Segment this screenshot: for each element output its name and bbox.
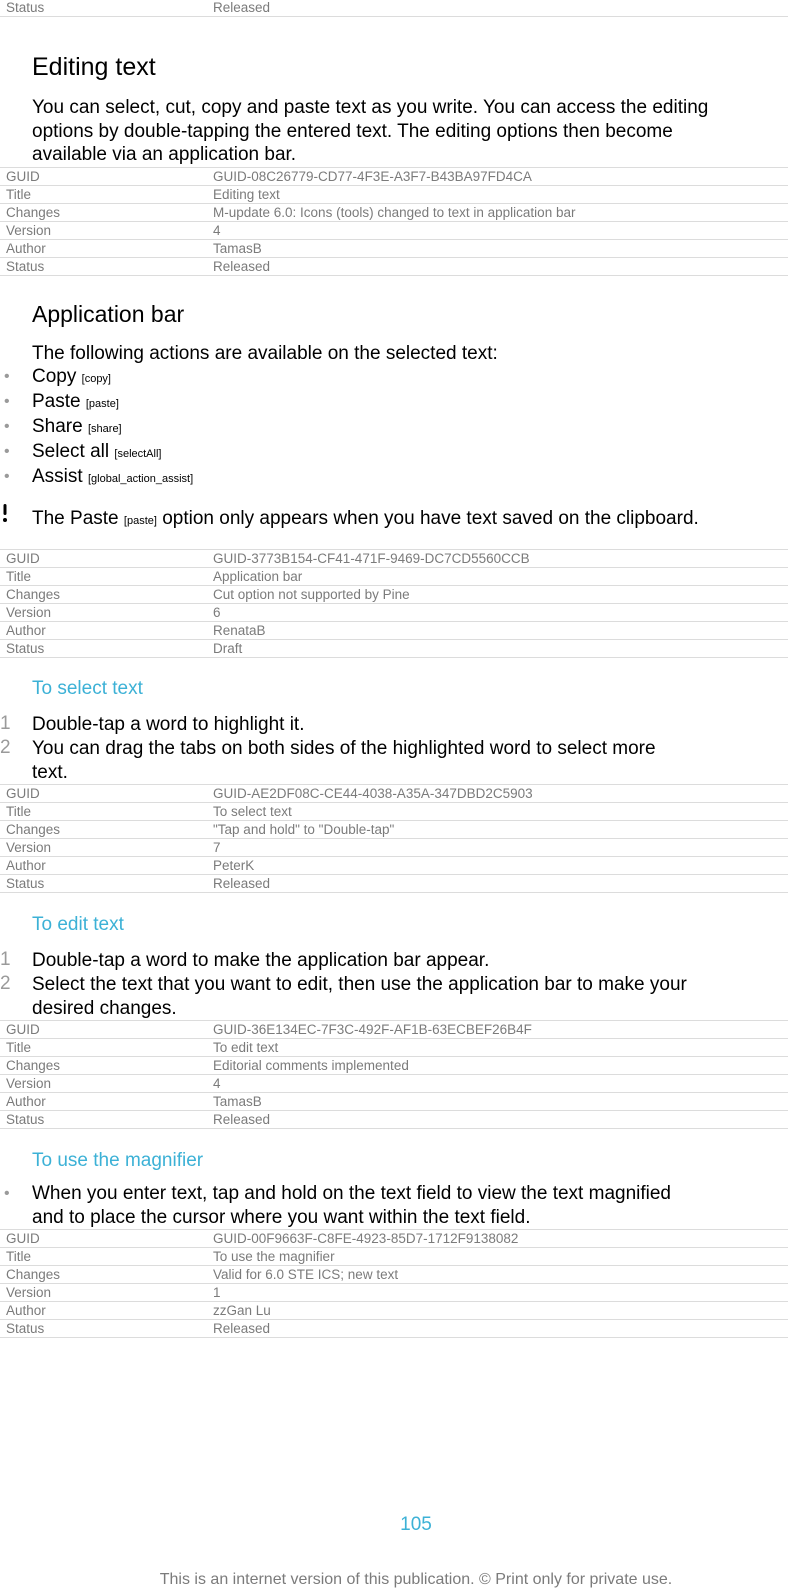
table-row [0, 258, 788, 276]
action-label-select-all: Select all [32, 441, 110, 462]
meta-key: Version [6, 1076, 52, 1091]
meta-key: Author [6, 623, 46, 638]
clipboard-note [32, 507, 699, 534]
meta-key: Author [6, 1094, 46, 1109]
step-text: You can drag the tabs on both sides of the highlighted word to select more [32, 738, 656, 759]
meta-value: Valid for 6.0 STE ICS; new text [213, 1267, 399, 1282]
meta-value: 4 [213, 1076, 221, 1091]
list-item [0, 440, 788, 465]
meta-value: GUID-36E134EC-7F3C-492F-AF1B-63ECBEF26B4F [213, 1022, 532, 1037]
meta-value: Application bar [213, 569, 303, 584]
table-row [0, 240, 788, 258]
table-row [0, 875, 788, 893]
meta-key: Status [6, 1321, 45, 1336]
table-row [0, 1039, 788, 1057]
meta-key: Title [6, 569, 32, 584]
meta-key: Status [6, 1112, 45, 1127]
meta-key: Status [6, 259, 45, 274]
step-number: 2 [0, 737, 11, 758]
action-label-share: Share [32, 416, 83, 437]
table-row [0, 1021, 788, 1039]
meta-key: GUID [6, 169, 40, 184]
meta-value: Released [213, 0, 271, 15]
meta-value: "Tap and hold" to "Double-tap" [213, 822, 395, 837]
step-text: Select the text that you want to edit, then use the application bar to make your [32, 974, 687, 995]
bullet-icon: • [4, 368, 10, 385]
meta-value: To use the magnifier [213, 1249, 335, 1264]
table-row [0, 1057, 788, 1075]
meta-value: TamasB [213, 1094, 262, 1109]
action-label-copy: Copy [32, 366, 77, 387]
table-row [0, 604, 788, 622]
table-row [0, 1093, 788, 1111]
step-item [0, 737, 788, 784]
note-label: Paste [70, 508, 119, 529]
meta-value: GUID-08C26779-CD77-4F3E-A3F7-B43BA97FD4CA [213, 169, 532, 184]
bullet-icon: • [4, 393, 10, 410]
note-tag: [paste] [123, 515, 157, 527]
meta-value: Released [213, 1112, 271, 1127]
action-tag: [global_action_assist] [87, 473, 194, 485]
meta-value: Cut option not supported by Pine [213, 587, 410, 602]
appbar-action-list [0, 365, 788, 490]
meta-value: RenataB [213, 623, 266, 638]
meta-key: GUID [6, 1022, 40, 1037]
footer-notice: This is an internet version of this publication. © Print only for private use. [159, 1571, 673, 1588]
meta-value: GUID-3773B154-CF41-471F-9469-DC7CD5560CCB [213, 551, 530, 566]
meta-value: zzGan Lu [213, 1303, 271, 1318]
meta-table-select [0, 784, 788, 893]
action-label-assist: Assist [32, 466, 83, 487]
table-row [0, 168, 788, 186]
table-row [0, 586, 788, 604]
step-text: Double-tap a word to highlight it. [32, 714, 305, 735]
paragraph-line: options by double-tapping the entered text. The editing options then become [32, 120, 673, 142]
table-row [0, 857, 788, 875]
meta-key: Status [6, 0, 45, 15]
meta-key: Author [6, 1303, 46, 1318]
step-text: text. [32, 761, 68, 783]
section-heading-editing: Editing text [32, 53, 156, 81]
bullet-icon: • [4, 1185, 10, 1202]
list-item-text: and to place the cursor where you want within the text field. [32, 1206, 531, 1228]
meta-value: GUID-AE2DF08C-CE44-4038-A35A-347DBD2C5903 [213, 786, 533, 801]
table-row [0, 1075, 788, 1093]
bullet-icon: • [4, 443, 10, 460]
list-item-text: When you enter text, tap and hold on the text field to view the text magnified [32, 1183, 671, 1204]
editing-paragraph [32, 96, 708, 167]
table-row [0, 0, 788, 17]
step-item [0, 973, 788, 1020]
list-item [0, 1182, 788, 1229]
table-row [0, 839, 788, 857]
section-heading-select: To select text [32, 678, 143, 699]
page-number: 105 [400, 1514, 432, 1535]
meta-value: To select text [213, 804, 292, 819]
meta-key: Status [6, 876, 45, 891]
step-number: 2 [0, 973, 11, 994]
section-heading-magnifier: To use the magnifier [32, 1150, 204, 1171]
table-row [0, 821, 788, 839]
meta-value: TamasB [213, 241, 262, 256]
list-item [0, 415, 788, 440]
step-number: 1 [0, 949, 11, 970]
table-row [0, 1111, 788, 1129]
meta-key: Changes [6, 1267, 61, 1282]
meta-key: Author [6, 858, 46, 873]
action-label-paste: Paste [32, 391, 81, 412]
paragraph-line: You can select, cut, copy and paste text as you write. You can access the editing [32, 97, 709, 118]
meta-key: Changes [6, 205, 61, 220]
meta-key: Changes [6, 587, 61, 602]
list-item [0, 390, 788, 415]
table-row [0, 222, 788, 240]
meta-key: Status [6, 641, 45, 656]
table-row [0, 622, 788, 640]
paragraph-line: available via an application bar. [32, 144, 297, 165]
table-row [0, 803, 788, 821]
meta-value: Released [213, 1321, 271, 1336]
meta-value: Released [213, 876, 271, 891]
table-row [0, 550, 788, 568]
meta-key: Author [6, 241, 46, 256]
note-pre: The [32, 508, 71, 529]
meta-value: To edit text [213, 1040, 279, 1055]
meta-key: Version [6, 605, 52, 620]
table-row [0, 1284, 788, 1302]
meta-key: Version [6, 840, 52, 855]
meta-value: PeterK [213, 858, 255, 873]
bullet-icon: • [4, 468, 10, 485]
warning-icon [2, 504, 8, 524]
meta-value: 6 [213, 605, 221, 620]
meta-key: Version [6, 223, 52, 238]
meta-key: Title [6, 1249, 32, 1264]
magnifier-list [0, 1182, 788, 1229]
appbar-intro: The following actions are available on the selected text: [32, 343, 498, 364]
table-row [0, 186, 788, 204]
action-tag: [copy] [81, 373, 111, 385]
meta-value: GUID-00F9663F-C8FE-4923-85D7-1712F9138082 [213, 1231, 519, 1246]
action-tag: [selectAll] [114, 448, 162, 460]
meta-table-top [0, 0, 788, 17]
meta-value: Released [213, 259, 271, 274]
table-row [0, 1266, 788, 1284]
table-row [0, 1302, 788, 1320]
edit-steps [0, 949, 788, 1020]
meta-value: 1 [213, 1285, 221, 1300]
meta-value: 7 [213, 840, 221, 855]
meta-value: Editing text [213, 187, 280, 202]
meta-key: GUID [6, 551, 40, 566]
meta-table-editing [0, 167, 788, 276]
bullet-icon: • [4, 418, 10, 435]
step-number: 1 [0, 713, 11, 734]
step-item [0, 713, 788, 737]
meta-table-magnifier [0, 1229, 788, 1338]
meta-key: Title [6, 187, 32, 202]
table-row [0, 640, 788, 658]
list-item [0, 365, 788, 390]
meta-key: Changes [6, 1058, 61, 1073]
step-text: Double-tap a word to make the application bar appear. [32, 950, 490, 971]
meta-key: GUID [6, 786, 40, 801]
action-tag: [paste] [85, 398, 119, 410]
step-text: desired changes. [32, 997, 177, 1019]
list-item [0, 465, 788, 490]
table-row [0, 1230, 788, 1248]
table-row [0, 785, 788, 803]
meta-table-edit [0, 1020, 788, 1129]
meta-key: Version [6, 1285, 52, 1300]
table-row [0, 1320, 788, 1338]
meta-key: Title [6, 804, 32, 819]
table-row [0, 1248, 788, 1266]
meta-table-appbar [0, 549, 788, 658]
table-row [0, 204, 788, 222]
table-row [0, 568, 788, 586]
section-heading-appbar: Application bar [32, 301, 185, 327]
meta-key: Title [6, 1040, 32, 1055]
meta-value: M-update 6.0: Icons (tools) changed to text in application bar [213, 205, 576, 220]
step-item [0, 949, 788, 973]
meta-value: Draft [213, 641, 243, 656]
action-tag: [share] [87, 423, 122, 435]
meta-key: Changes [6, 822, 61, 837]
note-post: option only appears when you have text saved on the clipboard. [156, 508, 699, 529]
section-heading-edit: To edit text [32, 914, 124, 935]
meta-value: Editorial comments implemented [213, 1058, 409, 1073]
select-steps [0, 713, 788, 784]
meta-value: 4 [213, 223, 221, 238]
meta-key: GUID [6, 1231, 40, 1246]
